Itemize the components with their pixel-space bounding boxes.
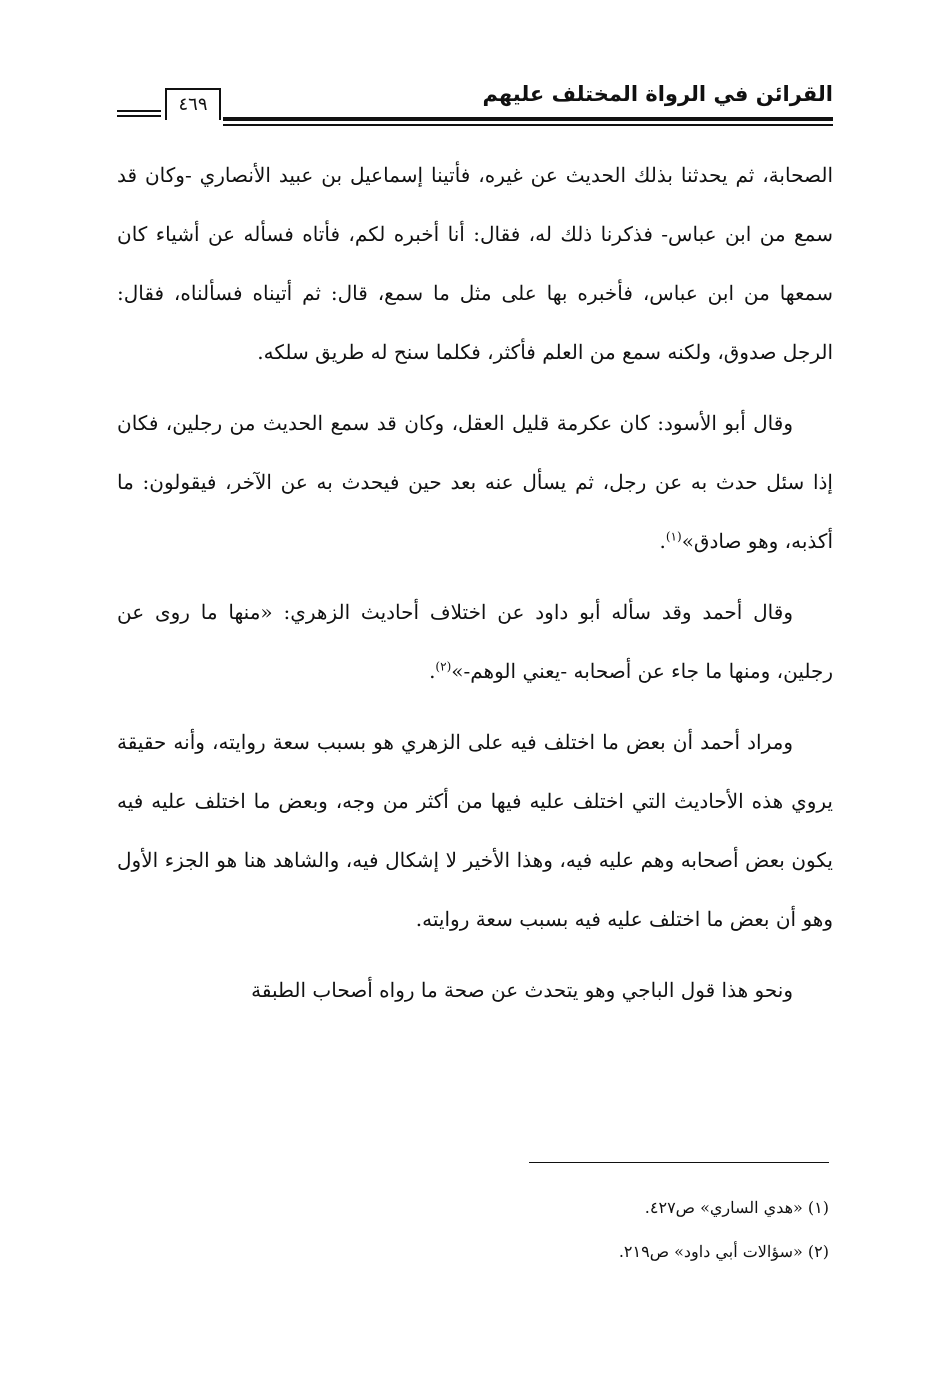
page-number-ornament <box>117 110 161 120</box>
paragraph-3 <box>117 583 833 701</box>
page-header <box>117 80 833 128</box>
paragraph-4 <box>117 713 833 949</box>
footnote-2: (٢) «سؤالات أبي داود» ص٢١٩. <box>618 1242 829 1261</box>
paragraph-2 <box>117 394 833 571</box>
paragraph-3-end: . <box>429 659 436 683</box>
footnote-separator <box>529 1162 829 1163</box>
paragraph-4-text: ومراد أحمد أن بعض ما اختلف فيه على الزهري هو بسبب سعة روايته، وأنه حقيقة يروي هذه الأحاديث التي اختلف عليه فيها من أكثر من وجه، وبعض ما اختلف عليه فيه يكون بعض أصحابه وهم عليه فيه، وهذا الأخير لا إشكال فيه، والشاهد هنا هو الجزء الأول وهو أن بعض ما اختلف عليه فيه بسبب سعة روايته. <box>117 730 833 931</box>
paragraph-2-end: . <box>659 529 666 553</box>
footnote-ref-2[interactable]: (٢) <box>435 659 452 674</box>
running-title: القرائن في الرواة المختلف عليهم <box>482 82 833 106</box>
page-number: ٤٦٩ <box>165 88 221 120</box>
header-rule-thin <box>223 124 833 126</box>
paragraph-3-text: وقال أحمد وقد سأله أبو داود عن اختلاف أحاديث الزهري: «منها ما روى عن رجلين، ومنها ما جاء عن أصحابه -يعني الوهم-» <box>117 600 833 683</box>
paragraph-1 <box>117 146 833 382</box>
footnote-1: (١) «هدي الساري» ص٤٢٧. <box>644 1198 829 1217</box>
paragraph-2-text: وقال أبو الأسود: كان عكرمة قليل العقل، وكان قد سمع الحديث من رجلين، فكان إذا سئل حدث به عن رجل، ثم يسأل عنه بعد حين فيحدث به عن الآخر، فيقولون: ما أكذبه، وهو صادق» <box>117 411 833 553</box>
main-text <box>117 146 833 1032</box>
paragraph-5 <box>117 961 833 1020</box>
footnote-ref-1[interactable]: (١) <box>665 529 682 544</box>
paragraph-5-text: ونحو هذا قول الباجي وهو يتحدث عن صحة ما رواه أصحاب الطبقة <box>251 978 793 1002</box>
footnotes <box>113 1186 829 1274</box>
header-rule-thick <box>223 117 833 121</box>
paragraph-1-text: الصحابة، ثم يحدثنا بذلك الحديث عن غيره، فأتينا إسماعيل بن عبيد الأنصاري -وكان قد سمع من ابن عباس- فذكرنا ذلك له، فقال: أنا أخبره لكم، فأتاه فسأله عن أشياء كان سمعها من ابن عباس، فأخبره بها على مثل ما سمع، قال: ثم أتيناه فسألناه، فقال: الرجل صدوق، ولكنه سمع من العلم فأكثر، فكلما سنح له طريق سلكه. <box>117 163 833 364</box>
